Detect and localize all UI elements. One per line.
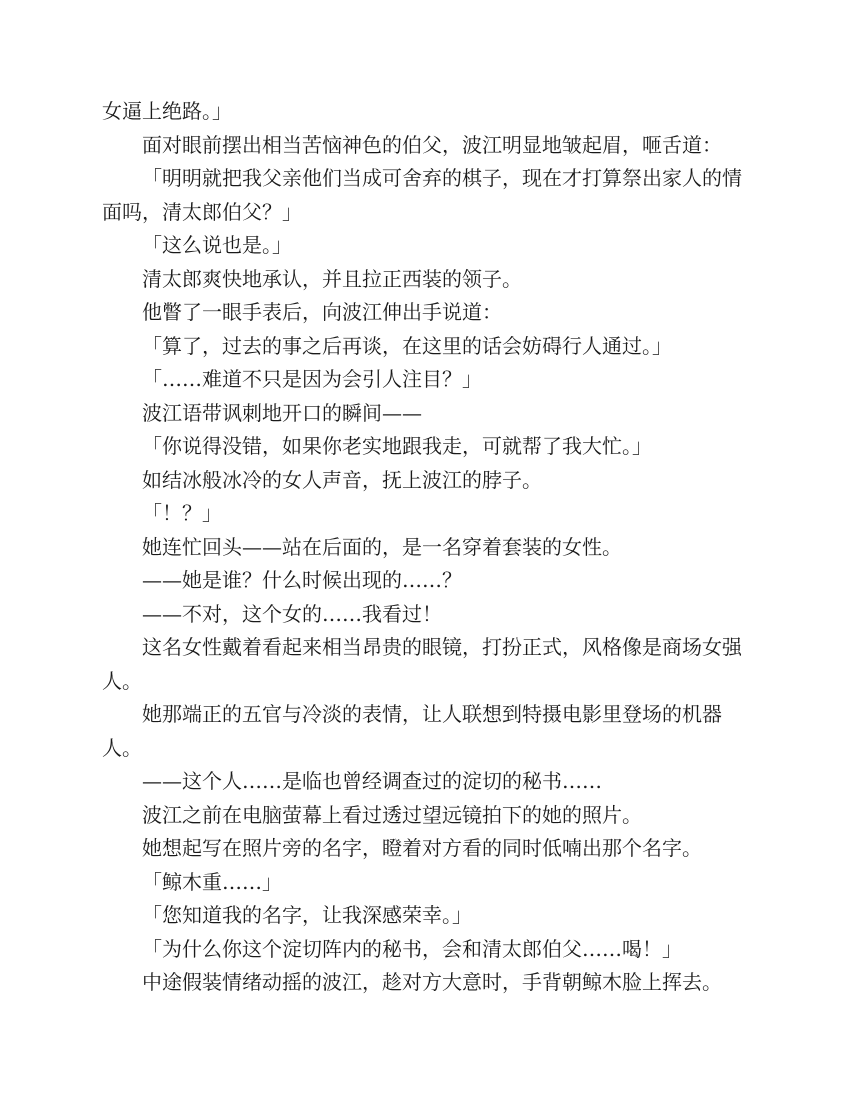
paragraph: ——这个人……是临也曾经调查过的淀切的秘书…… bbox=[142, 769, 602, 793]
paragraph: 她那端正的五官与冷淡的表情，让人联想到特摄电影里登场的机器人。 bbox=[102, 702, 722, 760]
paragraph: 她想起写在照片旁的名字，瞪着对方看的同时低喃出那个名字。 bbox=[142, 836, 702, 860]
paragraph: 清太郎爽快地承认，并且拉正西装的领子。 bbox=[142, 266, 522, 291]
paragraph: 「这么说也是。」 bbox=[142, 233, 292, 257]
paragraph: 他瞥了一眼手表后，向波江伸出手说道： bbox=[142, 300, 502, 324]
body-text bbox=[102, 95, 752, 1000]
paragraph: ——不对，这个女的……我看过！ bbox=[142, 601, 442, 626]
paragraph: 女逼上绝路。」 bbox=[102, 99, 232, 123]
paragraph: 这名女性戴着看起来相当昂贵的眼镜，打扮正式，风格像是商场女强人。 bbox=[102, 635, 742, 693]
paragraph: 「你说得没错，如果你老实地跟我走，可就帮了我大忙。」 bbox=[142, 434, 652, 458]
paragraph: 「！？」 bbox=[142, 501, 222, 525]
paragraph: 「明明就把我父亲他们当成可舍弃的棋子，现在才打算祭出家人的情面吗，清太郎伯父？」 bbox=[102, 166, 742, 224]
paragraph: 「算了，过去的事之后再谈，在这里的话会妨碍行人通过。」 bbox=[142, 333, 672, 358]
paragraph: 她连忙回头——站在后面的，是一名穿着套装的女性。 bbox=[142, 534, 622, 559]
paragraph: 面对眼前摆出相当苦恼神色的伯父，波江明显地皱起眉，咂舌道： bbox=[142, 132, 722, 157]
paragraph: 波江语带讽刺地开口的瞬间—— bbox=[142, 400, 422, 425]
paragraph: 如结冰般冰冷的女人声音，抚上波江的脖子。 bbox=[142, 467, 542, 492]
paragraph: 「鲸木重……」 bbox=[142, 869, 282, 894]
paragraph: 中途假装情绪动摇的波江，趁对方大意时，手背朝鲸木脸上挥去。 bbox=[142, 970, 722, 994]
paragraph: 波江之前在电脑萤幕上看过透过望远镜拍下的她的照片。 bbox=[142, 802, 642, 827]
paragraph: ——她是谁？什么时候出现的……？ bbox=[142, 568, 462, 592]
paragraph: 「为什么你这个淀切阵内的秘书，会和清太郎伯父……喝！」 bbox=[142, 936, 682, 961]
paragraph: 「您知道我的名字，让我深感荣幸。」 bbox=[142, 903, 472, 927]
paragraph: 「……难道不只是因为会引人注目？」 bbox=[142, 367, 482, 391]
